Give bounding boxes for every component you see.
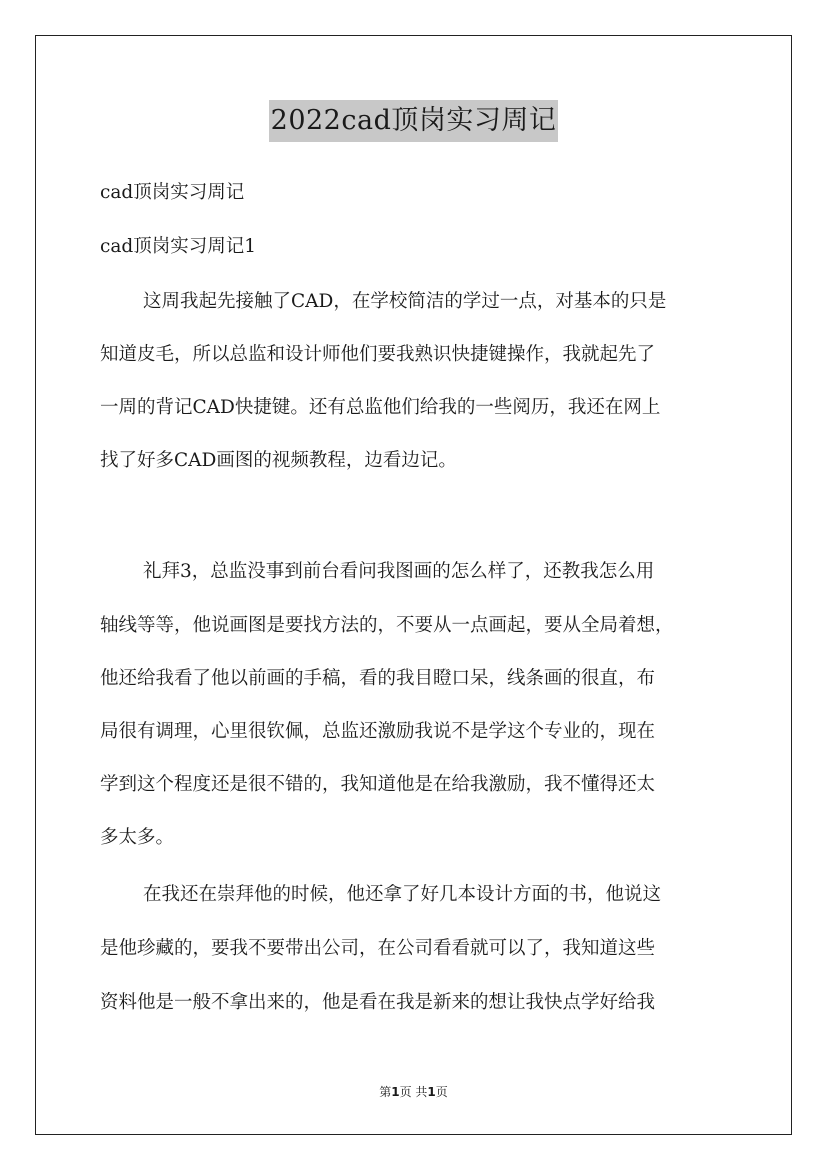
paragraph-line: 这周我起先接触了CAD，在学校简洁的学过一点，对基本的只是 [143, 291, 667, 312]
paragraph-line: 资料他是一般不拿出来的，他是看在我是新来的想让我快点学好给我 [100, 992, 656, 1013]
paragraph-line: 一周的背记CAD快捷键。还有总监他们给我的一些阅历，我还在网上 [100, 397, 661, 418]
paragraph-line: 是他珍藏的，要我不要带出公司，在公司看看就可以了，我知道这些 [100, 938, 656, 959]
paragraph-line: 在我还在崇拜他的时候，他还拿了好几本设计方面的书，他说这 [143, 884, 662, 905]
paragraph-line: 局很有调理，心里很钦佩，总监还激励我说不是学这个专业的，现在 [100, 721, 656, 742]
paragraph-line: 知道皮毛，所以总监和设计师他们要我熟识快捷键操作，我就起先了 [100, 344, 656, 365]
footer-text: 页 共 [399, 1085, 428, 1099]
paragraph-line: 轴线等等，他说画图是要找方法的，不要从一点画起，要从全局着想， [100, 615, 674, 636]
total-page-number: 1 [427, 1085, 436, 1099]
paragraph-line: 学到这个程度还是很不错的，我知道他是在给我激励，我不懂得还太 [100, 774, 656, 795]
paragraph-line: 找了好多CAD画图的视频教程，边看边记。 [100, 450, 457, 471]
current-page-number: 1 [391, 1085, 400, 1099]
footer-text: 第 [379, 1085, 392, 1099]
footer-text: 页 [435, 1085, 448, 1099]
paragraph-line: 礼拜3，总监没事到前台看问我图画的怎么样了，还教我怎么用 [143, 561, 655, 582]
subheading: cad顶岗实习周记1 [100, 236, 257, 257]
paragraph-line: 多太多。 [100, 827, 175, 848]
document-title: 2022cad顶岗实习周记 [269, 100, 559, 142]
subheading: cad顶岗实习周记 [100, 182, 245, 203]
paragraph-line: 他还给我看了他以前画的手稿，看的我目瞪口呆，线条画的很直，布 [100, 668, 656, 689]
page-footer [0, 1083, 827, 1100]
